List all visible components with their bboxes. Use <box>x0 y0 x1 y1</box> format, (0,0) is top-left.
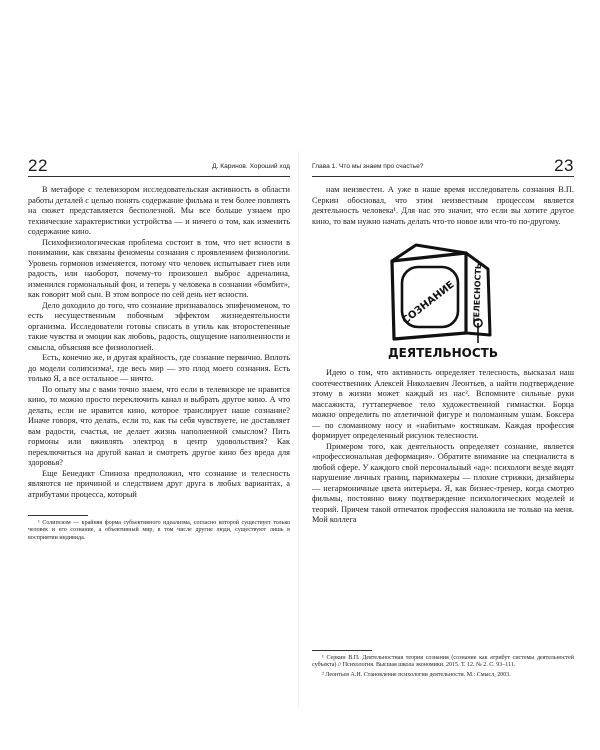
paragraph: нам неизвестен. А уже в наше время исследователь сознания В.П. Серкин обосновал, что этим неизвестным процессом является деятельность человека¹. Для нас это значит, что если вы хотите другое кино, то вам нужно начать делать что-то новое или что-то по-другому. <box>312 185 574 226</box>
tv-figure <box>312 235 574 363</box>
page-number: 22 <box>28 156 48 175</box>
running-head: Д. Каринов. Хороший ход <box>212 163 290 170</box>
right-page <box>302 0 600 750</box>
tv-illustration <box>312 235 574 363</box>
right-footnotes <box>312 650 574 681</box>
paragraph: В метафоре с телевизором исследовательская активность в области работы деталей с целью понять содержание фильма и тем более повлиять на сюжет представляется бесполезной. Мы все больше узнаем про технические характеристики устройства — и ничего о том, как изменить содержание кино. <box>28 185 290 236</box>
left-page-header <box>28 156 290 182</box>
paragraph: Идею о том, что активность определяет телесность, высказал наш соотечественник Алексей Николаевич Леонтьев, а найти подтверждение этому в жизни может каждый из нас². Вспомните сильные руки массажиста, гуттаперчевое тело художественной гимнастки. Борца можно определить по атлетичной фигуре и поломанным ушам. Боксера — по сломанному носу и «набитым» костяшкам. Каждая профессия формирует определенный рисунок телесности. <box>312 368 574 440</box>
left-page <box>0 0 298 750</box>
page-number: 23 <box>554 156 574 175</box>
right-page-header <box>312 156 574 182</box>
footnote-rule <box>312 650 372 651</box>
paragraph: По опыту мы с вами точно знаем, что если в телевизоре не нравится кино, то можно просто переключить канал и выбрать другое кино. А что делать, если не нравится кино, которое транслирует наше сознание? Иначе говоря, что делать, если то, как ты себя чувствуете, не доставляет вам радости, счастья, не делает жизнь наполненной смыслом? Пить гормоны или вживлять электрод в центр удовольствия? Как переключиться на другой канал и смотреть другое кино без вреда для здоровья? <box>28 384 290 467</box>
figure-label-corporeality: ТЕЛЕСНОСТЬ <box>471 262 484 323</box>
footnote: ¹ Серкин В.П. Деятельностная теория сознания (сознание как атрибут системы деятельностей субъекта) // Психология. Высшая школа экономики. 2015. Т. 12. № 2. С. 93–111. <box>312 655 574 669</box>
footnote: ¹ Солипсизм — крайняя форма субъективного идеализма, согласно которой существует только человек и его сознание, а объективный мир, в том числе другие люди, существуют лишь в восприятии индивида. <box>28 520 290 541</box>
book-gutter <box>298 150 299 710</box>
figure-caption-activity: ДЕЯТЕЛЬНОСТЬ <box>387 346 499 360</box>
paragraph: Психофизиологическая проблема состоит в том, что нет ясности в понимании, как связаны феномены сознания с проявлением физиологии. Уровень гормонов изменяется, потому что человек испытывает гнев или радость, или наоборот, почему-то произошел выброс адреналина, изменился гормональный фон, и теперь у человека в сознании «бомбит», как говорит мой сын. В этом вопросе по сей день нет ясности. <box>28 237 290 299</box>
paragraph: Есть, конечно же, и другая крайность, где сознание первично. Вплоть до модели солипсизма¹, где весь мир — это плод моего сознания. Есть только Я, а все остальное — ничто. <box>28 353 290 383</box>
left-footnotes <box>28 515 290 544</box>
header-rule <box>28 176 290 177</box>
left-page-body <box>28 185 290 500</box>
right-page-body <box>312 185 574 526</box>
paragraph: Еще Бенедикт Спиноза предположил, что сознание и телесность являются не причиной и следствием друг друга в любых вариантах, а атрибутами процесса, который <box>28 468 290 499</box>
footnote: ² Леонтьев А.Н. Становление психологии деятельности. М.: Смысл, 2003. <box>322 671 511 678</box>
paragraph: Дело доходило до того, что сознание признавалось эпифеноменом, то есть несущественным побочным эффектом жизнедеятельности организма. Исследователи готовы списать в утиль как второстепенные такие чувства и эмоции как любовь, радость, ощущение наполненности и смысла, объясняя все физиологией. <box>28 300 290 352</box>
header-rule <box>312 176 574 177</box>
paragraph: Примером того, как деятельность определяет сознание, является «профессиональная деформация». Обратите внимание на специалиста в любой сфере. У каждого свой персональный «ад»: психологи везде видят нарушение личных границ, парикмахеры — плохие стрижки, дизайнеры — негармоничные цвета интерьера. Я, как бизнес-тренер, когда смотрю фильмы, постоянно вижу подтверждение психологических моделей и теорий. Причем такой отпечаток профессия наложила не только на меня. Мой коллега <box>312 441 574 524</box>
running-head: Глава 1. Что мы знаем про счастье? <box>312 163 424 170</box>
footnote-rule <box>28 515 88 516</box>
figure-label-consciousness: СОЗНАНИЕ <box>400 279 457 327</box>
